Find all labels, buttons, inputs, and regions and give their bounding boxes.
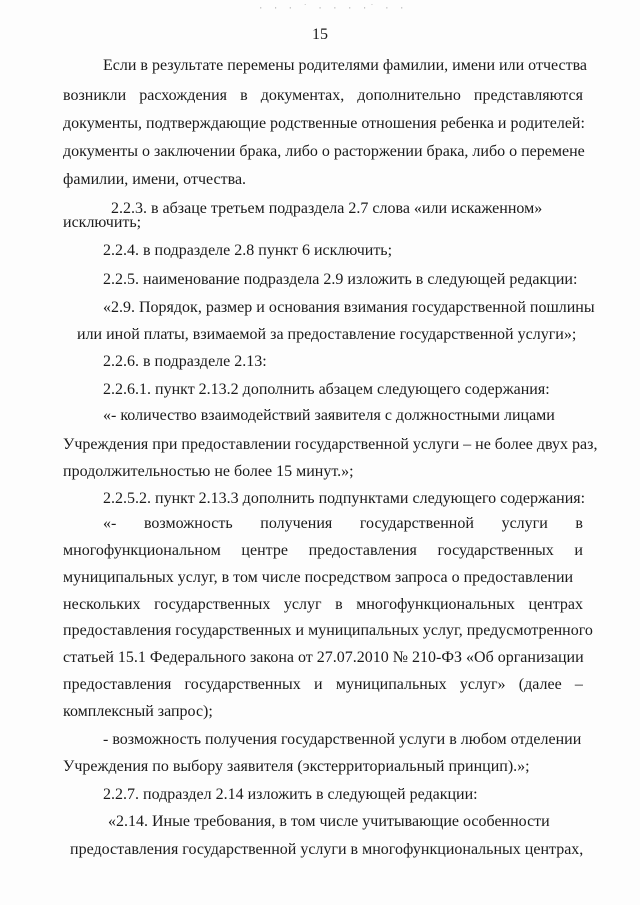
amendment-2-2-4: 2.2.4. в подразделе 2.8 пункт 6 исключить;: [103, 242, 393, 259]
word: услуги: [501, 515, 548, 532]
word: (далее: [518, 676, 562, 693]
paragraph-line: Если в результате перемены родителями фамилии, имени или отчества: [103, 57, 588, 74]
amendment-2-2-6: 2.2.6. в подразделе 2.13:: [103, 353, 267, 370]
amendment-2-2-5-2: 2.2.5.2. пункт 2.13.3 дополнить подпунктами следующего содержания:: [103, 490, 586, 507]
word: и: [314, 676, 323, 693]
word: в: [335, 596, 343, 613]
word: расхождения: [139, 87, 228, 104]
word: в: [575, 515, 583, 532]
word: документах,: [260, 87, 345, 104]
amendment-2-2-6-1: 2.2.6.1. пункт 2.13.2 дополнить абзацем следующего содержания:: [103, 381, 550, 398]
word: государственной: [359, 515, 474, 532]
word: центре: [241, 542, 288, 559]
word: и: [574, 542, 583, 559]
word: многофункциональном: [63, 542, 221, 559]
quote-2-13-3-line: муниципальных услуг, в том числе посредством запроса о предоставлении: [63, 569, 574, 586]
quote-2-13-3-line-justified: [63, 675, 583, 695]
quote-2-13-3-line: Учреждения по выбору заявителя (экстерриториальный принцип).»;: [63, 758, 530, 775]
quote-2-9-line: «2.9. Порядок, размер и основания взимания государственной пошлины: [103, 299, 595, 316]
quote-2-9-line: или иной платы, взимаемой за предоставление государственной услуги»;: [77, 326, 577, 343]
word: дополнительно: [357, 87, 461, 104]
word: возникли: [63, 87, 127, 104]
paragraph-line: документы о заключении брака, либо о расторжении брака, либо о перемене: [63, 143, 585, 160]
paragraph-line: документы, подтверждающие родственные отношения ребенка и родителей:: [63, 115, 585, 132]
word: муниципальных: [335, 676, 447, 693]
quote-2-13-3-line: комплексный запрос);: [63, 703, 213, 720]
word: «-: [103, 515, 117, 532]
scan-artifacts: · · · ˙ · · · ·˙ · ·: [258, 4, 407, 14]
word: –: [574, 676, 583, 693]
amendment-2-2-3-line: 2.2.3. в абзаце третьем подраздела 2.7 слова «или искаженном»: [111, 200, 543, 217]
page-number: 15: [312, 26, 328, 43]
quote-2-13-3-line: - возможность получения государственной услуги в любом отделении: [103, 731, 582, 748]
word: услуг»: [459, 676, 506, 693]
word: предоставления: [308, 542, 417, 559]
word: нескольких: [63, 596, 141, 613]
quote-2-13-3-line-justified: [63, 595, 583, 615]
word: государственных: [184, 676, 301, 693]
word: многофункциональных: [356, 596, 515, 613]
quote-2-13-3-line: статьей 15.1 Федерального закона от 27.07.2010 № 210-ФЗ «Об организации: [63, 649, 584, 666]
quote-2-14-line: «2.14. Иные требования, в том числе учитывающие особенности: [108, 813, 550, 830]
word: получения: [260, 515, 333, 532]
word: услуг: [283, 596, 322, 613]
quote-2-13-2-line: Учреждения при предоставлении государственной услуги – не более двух раз,: [63, 436, 598, 453]
word: в: [240, 87, 248, 104]
quote-2-13-3-line-justified: [63, 541, 583, 561]
quote-2-13-2-line: продолжительностью не более 15 минут.»;: [63, 463, 354, 480]
amendment-2-2-7: 2.2.7. подраздел 2.14 изложить в следующей редакции:: [103, 786, 478, 803]
word: предоставления: [63, 676, 172, 693]
quote-2-13-3-line-justified: [103, 514, 583, 534]
amendment-2-2-3-line: исключить;: [63, 214, 142, 231]
word: возможность: [143, 515, 233, 532]
word: центрах: [528, 596, 583, 613]
word: государственных: [154, 596, 271, 613]
quote-2-13-3-line: предоставления государственных и муниципальных услуг, предусмотренного: [63, 622, 593, 639]
word: представляются: [473, 87, 583, 104]
amendment-2-2-5: 2.2.5. наименование подраздела 2.9 изложить в следующей редакции:: [103, 271, 578, 288]
quote-2-14-line: предоставления государственной услуги в многофункциональных центрах,: [70, 841, 584, 858]
word: государственных: [437, 542, 554, 559]
quote-2-13-2-line: «- количество взаимодействий заявителя с должностными лицами: [103, 407, 555, 424]
paragraph-line-justified: [63, 86, 583, 106]
paragraph-line: фамилии, имени, отчества.: [63, 171, 247, 188]
